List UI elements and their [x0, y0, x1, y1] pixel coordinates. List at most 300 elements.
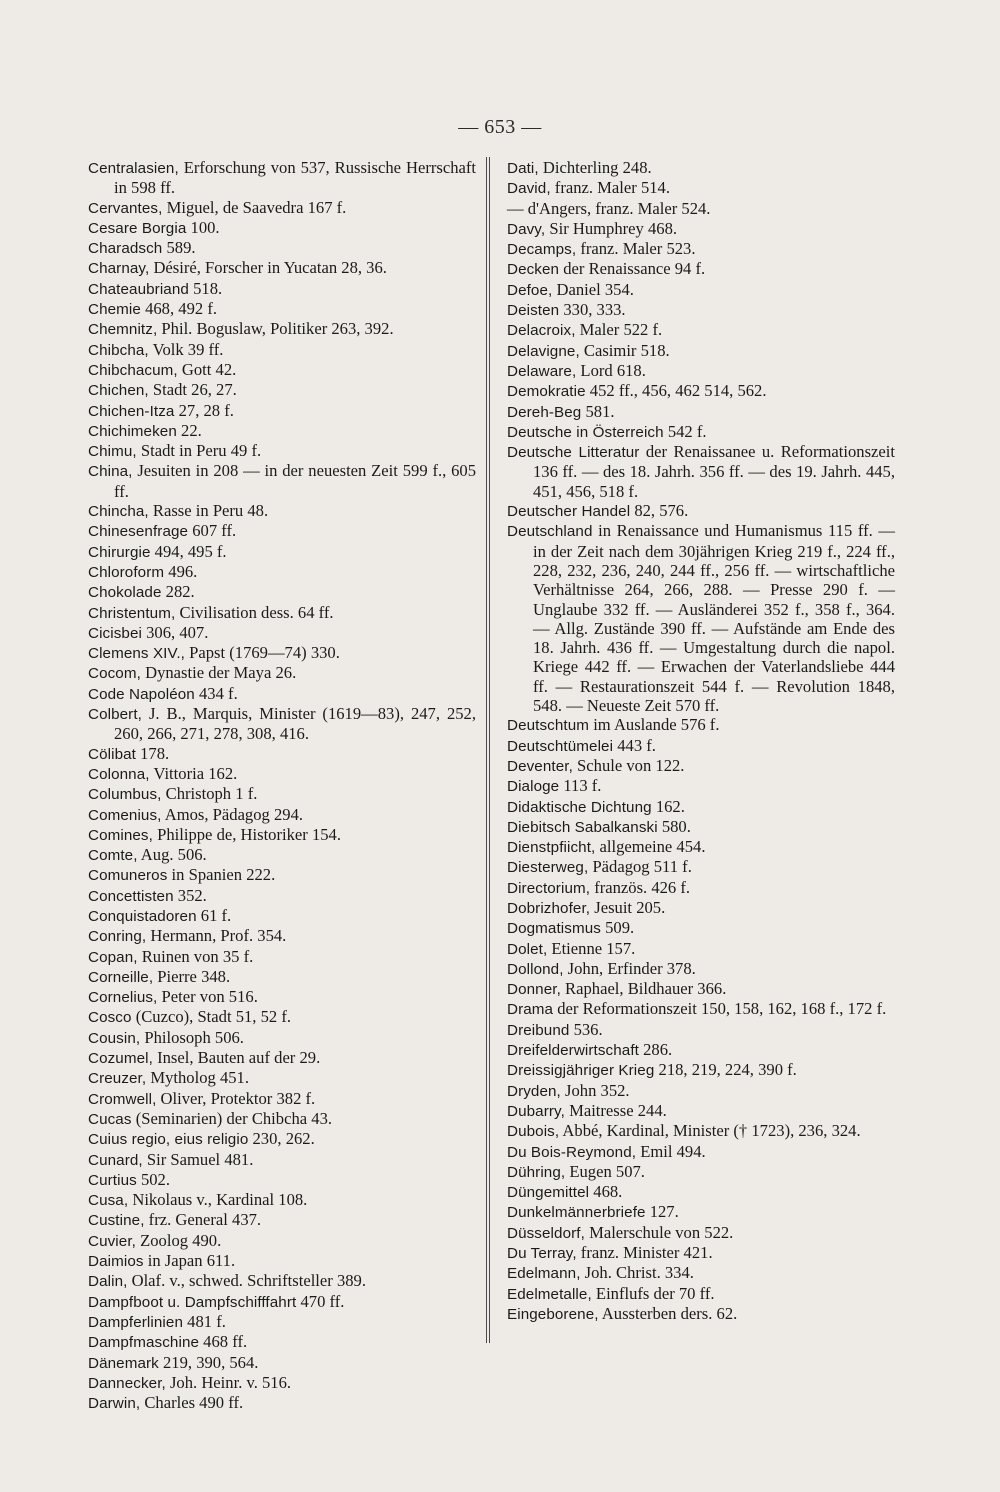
column-divider	[486, 157, 490, 1343]
index-entry	[88, 441, 476, 461]
index-column-left	[88, 158, 476, 1413]
index-entry-term: Cölibat	[88, 745, 136, 763]
index-entry-references: Charles 490 ff.	[140, 1393, 244, 1413]
index-entry-term: Dampfmaschine	[88, 1334, 200, 1352]
index-entry-term: Düsseldorf,	[507, 1224, 585, 1242]
index-entry-term: Dunkelmännerbriefe	[507, 1204, 646, 1222]
index-entry-references: allgemeine 454.	[595, 837, 706, 857]
index-entry-term: Cocom,	[88, 665, 141, 683]
index-entry	[88, 1353, 476, 1373]
index-entry	[88, 1231, 476, 1251]
index-entry	[507, 1284, 895, 1304]
index-entry	[88, 805, 476, 825]
index-entry-term: Corneille,	[88, 968, 154, 986]
index-entry	[88, 744, 476, 764]
index-entry	[507, 422, 895, 442]
index-entry-references: Philosoph 506.	[140, 1027, 244, 1047]
index-entry	[88, 1028, 476, 1048]
index-entry-term: Eingeborene,	[507, 1305, 599, 1323]
index-entry-references: 27, 28 f.	[174, 400, 234, 420]
index-entry-references: der Renaissanee u. Reformationszeit 136 ff. — des 18. Jahrh. 356 ff. — des 19. Jahrh. 445, 451, 456, 518 f.	[533, 442, 895, 501]
index-entry-term: Chichen,	[88, 382, 149, 400]
index-entry	[88, 218, 476, 238]
index-entry-references: 434 f.	[194, 683, 238, 703]
index-entry-term: Dreissigjähriger Krieg	[507, 1062, 655, 1080]
index-entry-references: in Renaissance und Humanismus 115 ff. — in der Zeit nach dem 30jährigen Krieg 219 f., 224 ff., 228, 232, 236, 240, 244 ff., 256 ff. — wirtschaftliche Verhältnisse 264, 266, 288. — Presse 290 f. — Unglaube 332 ff. — Ausländerei 352 f., 358 f., 364. — Allg. Zustände 390 ff. — Aufstände am Ende des 18. Jahrh. 436 ff. — Umgestaltung durch die napol. Kriege 442 ff. — Erwachen der Vaterlandsliebe 444 ff. — Restaurationszeit 544 f. — Revolution 1848, 548. — Neueste Zeit 570 ff.	[533, 521, 895, 716]
index-entry	[507, 280, 895, 300]
index-entry-references: 178.	[135, 743, 170, 763]
index-entry-term: Deutschtum	[507, 717, 590, 735]
index-entry	[88, 1373, 476, 1393]
index-entry-references: 352.	[173, 885, 207, 905]
index-entry	[88, 643, 476, 663]
index-entry-term: Cunard,	[88, 1151, 143, 1169]
index-entry	[88, 764, 476, 784]
index-entry	[88, 360, 476, 380]
index-entry	[507, 1060, 895, 1080]
index-entry-term: Deutsche in Österreich	[507, 423, 664, 441]
index-entry	[88, 1170, 476, 1190]
index-entry	[88, 258, 476, 278]
index-entry	[507, 320, 895, 340]
index-entry	[507, 776, 895, 796]
index-entry-term: Dreibund	[507, 1021, 570, 1039]
index-entry-references: 22.	[176, 420, 202, 440]
index-entry-term: Cuvier,	[88, 1232, 136, 1250]
index-entry-term: Diebitsch Sabalkanski	[507, 818, 658, 836]
index-entry-references: 286.	[638, 1040, 673, 1060]
index-entry-term: Deutsche Litteratur	[507, 444, 640, 462]
index-entry-references: 127.	[645, 1202, 679, 1222]
index-entry-term: Copan,	[88, 948, 138, 966]
index-entry-term: Comte,	[88, 847, 138, 865]
index-entry-references: Jesuiten in 208 — in der neuesten Zeit 599 f., 605 ff.	[114, 461, 476, 501]
index-entry	[507, 1121, 895, 1141]
index-entry-term: Daimios	[88, 1253, 144, 1271]
index-entry-references: 61 f.	[196, 905, 232, 925]
index-entry	[88, 1251, 476, 1271]
index-entry-term: Donner,	[507, 981, 561, 999]
index-entry-term: Chibcha,	[88, 341, 149, 359]
index-entry-term: Chemie	[88, 301, 141, 319]
index-entry-term: Drama	[507, 1001, 554, 1019]
index-entry-term: Columbus,	[88, 786, 162, 804]
index-entry	[88, 663, 476, 683]
index-entry	[88, 845, 476, 865]
index-entry	[507, 1304, 895, 1324]
index-entry-term: Charnay,	[88, 260, 150, 278]
index-entry-term: Cicisbei	[88, 624, 142, 642]
index-entry	[88, 947, 476, 967]
index-entry-term: Darwin,	[88, 1395, 141, 1413]
index-entry	[88, 1150, 476, 1170]
index-entry-references: Daniel 354.	[552, 279, 634, 299]
index-entry-references: Pädagog 511 f.	[588, 857, 692, 877]
index-entry-references: 82, 576.	[630, 501, 689, 521]
index-entry	[507, 1081, 895, 1101]
index-entry-term: Davy,	[507, 220, 546, 238]
index-entry-references: 581.	[581, 401, 615, 421]
index-entry	[507, 341, 895, 361]
index-entry-term: Dannecker,	[88, 1374, 166, 1392]
index-entry	[507, 857, 895, 877]
index-entry-term: Curtius	[88, 1171, 137, 1189]
index-entry-references: Papst (1769—74) 330.	[184, 643, 340, 663]
index-entry	[507, 959, 895, 979]
index-entry-references: 306, 407.	[141, 622, 209, 642]
index-entry-term: Code Napoléon	[88, 685, 195, 703]
index-entry-term: Dampfboot u. Dampfschifffahrt	[88, 1293, 297, 1311]
index-entry-references: 607 ff.	[188, 521, 237, 541]
index-entry-references: franz. Maler 523.	[576, 239, 696, 259]
index-entry-term: Dubarry,	[507, 1102, 565, 1120]
index-entry-term: Custine,	[88, 1212, 145, 1230]
index-entry	[88, 340, 476, 360]
index-entry-references: in Spanien 222.	[167, 865, 276, 885]
index-entry-term: Chemnitz,	[88, 321, 158, 339]
index-entry-references: in Japan 611.	[143, 1251, 236, 1271]
index-entry	[88, 825, 476, 845]
index-entry	[507, 158, 895, 178]
index-entry	[88, 603, 476, 623]
index-entry	[88, 401, 476, 421]
index-entry	[88, 279, 476, 299]
index-entry-references: 496.	[164, 561, 198, 581]
index-entry-term: Cosco	[88, 1009, 132, 1027]
index-entry	[88, 238, 476, 258]
index-entry-references: Erforschung von 537, Russische Herrschaft in 598 ff.	[114, 158, 476, 198]
index-entry	[88, 542, 476, 562]
index-entry-references: Etienne 157.	[547, 938, 636, 958]
index-entry-term: Conquistadoren	[88, 907, 197, 925]
index-entry-references: Désiré, Forscher in Yucatan 28, 36.	[149, 258, 387, 278]
index-entry	[507, 756, 895, 776]
index-entry-references: Raphael, Bildhauer 366.	[560, 979, 727, 999]
index-entry	[88, 521, 476, 541]
index-entry	[88, 1007, 476, 1027]
index-entry-references: Christoph 1 f.	[161, 784, 258, 804]
index-entry-term: Dühring,	[507, 1163, 566, 1181]
index-entry-references: Mytholog 451.	[146, 1068, 249, 1088]
index-entry	[88, 501, 476, 521]
index-entry-references: Ruinen von 35 f.	[137, 946, 254, 966]
index-entry-references: 468, 492 f.	[140, 299, 217, 319]
index-entry	[88, 299, 476, 319]
index-entry-references: John, Erfinder 378.	[563, 958, 696, 978]
index-entry-term: Deutschland	[507, 523, 593, 541]
index-entry-term: Chateaubriand	[88, 280, 189, 298]
index-entry	[507, 715, 895, 735]
index-entry	[88, 380, 476, 400]
index-entry-references: Lord 618.	[576, 360, 646, 380]
index-entry-term: Colbert,	[88, 706, 142, 724]
index-entry-references: Rasse in Peru 48.	[148, 501, 269, 521]
page-number: — 653 —	[458, 116, 542, 138]
index-entry-term: Delacroix,	[507, 322, 576, 340]
index-entry-term: Dobrizhofer,	[507, 899, 591, 917]
index-entry-references: der Reformationszeit 150, 158, 162, 168 f., 172 f.	[553, 999, 887, 1019]
index-entry-references: der Renaissance 94 f.	[559, 259, 706, 279]
index-entry	[507, 797, 895, 817]
index-entry-references: — d'Angers, franz. Maler 524.	[507, 198, 711, 218]
index-entry	[507, 442, 895, 501]
index-entry-references: Stadt in Peru 49 f.	[136, 441, 262, 461]
index-entry-term: Dreifelderwirtschaft	[507, 1042, 639, 1060]
index-entry-term: Deutschtümelei	[507, 737, 614, 755]
index-entry-references: Malerschule von 522.	[584, 1222, 734, 1242]
index-entry-references: Sir Humphrey 468.	[545, 218, 678, 238]
index-entry-references: Insel, Bauten auf der 29.	[152, 1048, 321, 1068]
index-entry-term: Colonna,	[88, 765, 150, 783]
index-entry	[88, 1210, 476, 1230]
index-entry-term: Cornelius,	[88, 989, 158, 1007]
index-entry	[88, 1089, 476, 1109]
index-entry-term: Delavigne,	[507, 342, 580, 360]
index-entry-term: Delaware,	[507, 362, 577, 380]
index-entry	[88, 319, 476, 339]
index-entry-references: Maitresse 244.	[564, 1100, 667, 1120]
index-entry-references: 330, 333.	[559, 300, 626, 320]
index-entry-term: Comines,	[88, 826, 153, 844]
index-entry-term: Chichen-Itza	[88, 402, 175, 420]
index-entry-references: Nikolaus v., Kardinal 108.	[128, 1190, 308, 1210]
index-entry-references: John 352.	[560, 1080, 630, 1100]
index-entry-references: Eugen 507.	[565, 1161, 645, 1181]
index-entry-term: Chokolade	[88, 584, 162, 602]
index-entry-references: Gott 42.	[177, 359, 237, 379]
index-entry-references: Joh. Christ. 334.	[580, 1263, 694, 1283]
index-entry-term: Deventer,	[507, 757, 573, 775]
index-entry-term: Comuneros	[88, 867, 168, 885]
index-entry-term: Demokratie	[507, 383, 586, 401]
index-entry-references: (Seminarien) der Chibcha 43.	[131, 1108, 333, 1128]
index-entry-references: Sir Samuel 481.	[142, 1149, 254, 1169]
index-entry	[88, 886, 476, 906]
index-entry-term: Christentum,	[88, 604, 176, 622]
index-entry	[88, 987, 476, 1007]
index-entry-references: Vittoria 162.	[149, 763, 238, 783]
index-entry-references: 219, 390, 564.	[158, 1352, 259, 1372]
index-entry-references: Dichterling 248.	[538, 158, 652, 177]
index-entry-references: franz. Maler 514.	[550, 178, 670, 198]
index-entry-term: Cromwell,	[88, 1090, 157, 1108]
index-entry-references: Volk 39 ff.	[148, 339, 224, 359]
index-entry	[88, 784, 476, 804]
index-entry	[88, 704, 476, 744]
index-entry	[88, 1109, 476, 1129]
index-entry-term: Chibchacum,	[88, 361, 178, 379]
index-entry	[88, 1292, 476, 1312]
index-entry-term: Diesterweg,	[507, 859, 589, 877]
index-entry-term: Directorium,	[507, 879, 591, 897]
index-entry-term: Dalin,	[88, 1273, 128, 1291]
index-entry-term: Du Terray,	[507, 1245, 577, 1263]
index-entry	[507, 259, 895, 279]
index-entry-references: 518.	[188, 278, 223, 298]
index-entry-references: Dynastie der Maya 26.	[140, 663, 297, 683]
index-entry-term: Deisten	[507, 302, 560, 320]
index-entry	[507, 1223, 895, 1243]
index-entry-term: Chimu,	[88, 443, 137, 461]
index-entry-references: Oliver, Protektor 382 f.	[156, 1088, 316, 1108]
index-entry-references: Schule von 122.	[572, 755, 685, 775]
index-entry-term: Centralasien,	[88, 160, 179, 177]
index-entry-references: 481 f.	[183, 1311, 226, 1331]
index-entry-term: Cucas	[88, 1110, 132, 1128]
index-entry	[507, 1202, 895, 1222]
index-entry	[507, 178, 895, 198]
index-entry-references: Pierre 348.	[153, 966, 231, 986]
index-entry-references: 580.	[657, 816, 691, 836]
index-entry	[507, 381, 895, 401]
index-entry-term: Creuzer,	[88, 1070, 147, 1088]
index-entry-references: Jesuit 205.	[590, 897, 666, 917]
index-entry-term: Chincha,	[88, 503, 149, 521]
index-entry-references: Hermann, Prof. 354.	[146, 926, 287, 946]
index-entry-references: Amos, Pädagog 294.	[161, 804, 304, 824]
index-entry	[507, 939, 895, 959]
index-entry-term: Dryden,	[507, 1082, 561, 1100]
index-entry-references: 509.	[600, 918, 635, 938]
index-entry	[507, 501, 895, 521]
index-entry	[88, 926, 476, 946]
index-entry	[88, 461, 476, 501]
index-entry-references: Phil. Boguslaw, Politiker 263, 392.	[157, 319, 394, 339]
index-entry-references: 494, 495 f.	[150, 541, 227, 561]
index-entry	[507, 736, 895, 756]
index-entry-term: Dogmatismus	[507, 920, 601, 938]
index-entry-references: 100.	[186, 217, 220, 237]
index-entry	[88, 906, 476, 926]
index-entry-term: Düngemittel	[507, 1184, 590, 1202]
index-entry-references: frz. General 437.	[144, 1210, 262, 1230]
index-entry	[507, 521, 895, 715]
index-entry-references: Stadt 26, 27.	[148, 380, 237, 400]
index-entry	[507, 300, 895, 320]
index-entry-references: Abbé, Kardinal, Minister († 1723), 236, 324.	[559, 1121, 861, 1141]
index-entry-references: Peter von 516.	[157, 987, 258, 1007]
index-entry	[88, 1048, 476, 1068]
index-entry-references: Emil 494.	[636, 1141, 706, 1161]
index-entry-references: Zoolog 490.	[135, 1230, 222, 1250]
index-entry-term: China,	[88, 463, 133, 481]
index-entry-references: Miguel, de Saavedra 167 f.	[162, 197, 347, 217]
index-entry-term: Chichimeken	[88, 422, 177, 440]
index-entry-term: Cousin,	[88, 1029, 141, 1047]
index-entry-references: Maler 522 f.	[575, 320, 663, 340]
index-entry-references: Civilisation dess. 64 ff.	[175, 602, 334, 622]
index-entry-references: 443 f.	[613, 735, 656, 755]
index-entry	[88, 623, 476, 643]
index-entry-term: Dereh-Beg	[507, 403, 582, 421]
index-entry-references: 468 ff.	[199, 1332, 248, 1352]
index-entry-term: Dampferlinien	[88, 1313, 183, 1331]
index-entry	[88, 421, 476, 441]
index-entry-term: Cozumel,	[88, 1050, 153, 1068]
index-entry	[507, 1182, 895, 1202]
index-entry	[507, 837, 895, 857]
index-entry-term: Decken	[507, 261, 560, 279]
index-entry-references: Aussterben ders. 62.	[598, 1303, 738, 1323]
index-column-right	[507, 158, 895, 1324]
index-entry-references: Aug. 506.	[137, 845, 207, 865]
index-entry	[507, 817, 895, 837]
index-entry-references: Olaf. v., schwed. Schriftsteller 389.	[127, 1271, 366, 1291]
index-entry-term: Defoe,	[507, 281, 553, 299]
index-entry-term: Chloroform	[88, 563, 165, 581]
index-entry-term: Cervantes,	[88, 199, 163, 217]
index-entry	[88, 1190, 476, 1210]
index-entry-references: J. B., Marquis, Minister (1619—83), 247, 252, 260, 266, 271, 278, 308, 416.	[114, 704, 476, 744]
index-entry	[88, 562, 476, 582]
index-entry	[88, 1129, 476, 1149]
index-entry-references: 502.	[136, 1169, 170, 1189]
index-entry	[88, 1393, 476, 1413]
index-entry-references: Einflufs der 70 ff.	[591, 1283, 715, 1303]
index-entry	[88, 967, 476, 987]
index-entry-term: Deutscher Handel	[507, 503, 631, 521]
index-entry-references: 162.	[651, 796, 685, 816]
index-entry-term: Didaktische Dichtung	[507, 798, 652, 816]
index-entry-references: Philippe de, Historiker 154.	[152, 824, 341, 844]
index-entry-term: Cesare Borgia	[88, 219, 187, 237]
index-entry-references: französ. 426 f.	[590, 877, 691, 897]
index-entry-term: Chirurgie	[88, 543, 151, 561]
index-entry	[507, 1040, 895, 1060]
index-entry	[507, 979, 895, 999]
index-entry-references: 589.	[162, 238, 196, 258]
index-entry	[507, 402, 895, 422]
index-entry	[507, 199, 895, 219]
index-entry-references: 536.	[569, 1019, 603, 1039]
index-entry	[507, 1142, 895, 1162]
index-entry-term: David,	[507, 180, 551, 198]
index-entry	[507, 1162, 895, 1182]
index-entry	[507, 999, 895, 1019]
index-entry-term: Du Bois-Reymond,	[507, 1143, 637, 1161]
index-entry	[88, 198, 476, 218]
index-entry	[507, 1243, 895, 1263]
index-entry	[507, 1101, 895, 1121]
index-entry-term: Cuius regio, eius religio	[88, 1131, 249, 1149]
index-entry-references: 113 f.	[559, 776, 602, 796]
index-entry-references: Casimir 518.	[579, 340, 670, 360]
index-entry	[507, 361, 895, 381]
index-entry-references: 470 ff.	[296, 1291, 345, 1311]
index-entry-term: Comenius,	[88, 806, 162, 824]
index-entry-references: im Auslande 576 f.	[589, 715, 720, 735]
index-entry-references: franz. Minister 421.	[576, 1243, 713, 1263]
index-entry-references: Joh. Heinr. v. 516.	[165, 1372, 292, 1392]
index-entry	[88, 1068, 476, 1088]
index-entry	[507, 878, 895, 898]
index-entry-references: 468.	[589, 1182, 623, 1202]
index-entry-term: Concettisten	[88, 887, 174, 905]
index-entry	[507, 898, 895, 918]
index-entry-term: Chinesenfrage	[88, 523, 189, 541]
index-entry-references: 230, 262.	[248, 1129, 315, 1149]
index-entry-references: 218, 219, 224, 390 f.	[654, 1060, 797, 1080]
index-entry	[88, 684, 476, 704]
index-entry-term: Dubois,	[507, 1123, 560, 1141]
index-entry	[507, 1020, 895, 1040]
index-entry	[507, 918, 895, 938]
index-entry	[507, 239, 895, 259]
index-entry-term: Dialoge	[507, 778, 560, 796]
index-entry	[88, 158, 476, 198]
index-entry-term: Cusa,	[88, 1192, 129, 1210]
index-entry-term: Dolet,	[507, 940, 548, 958]
